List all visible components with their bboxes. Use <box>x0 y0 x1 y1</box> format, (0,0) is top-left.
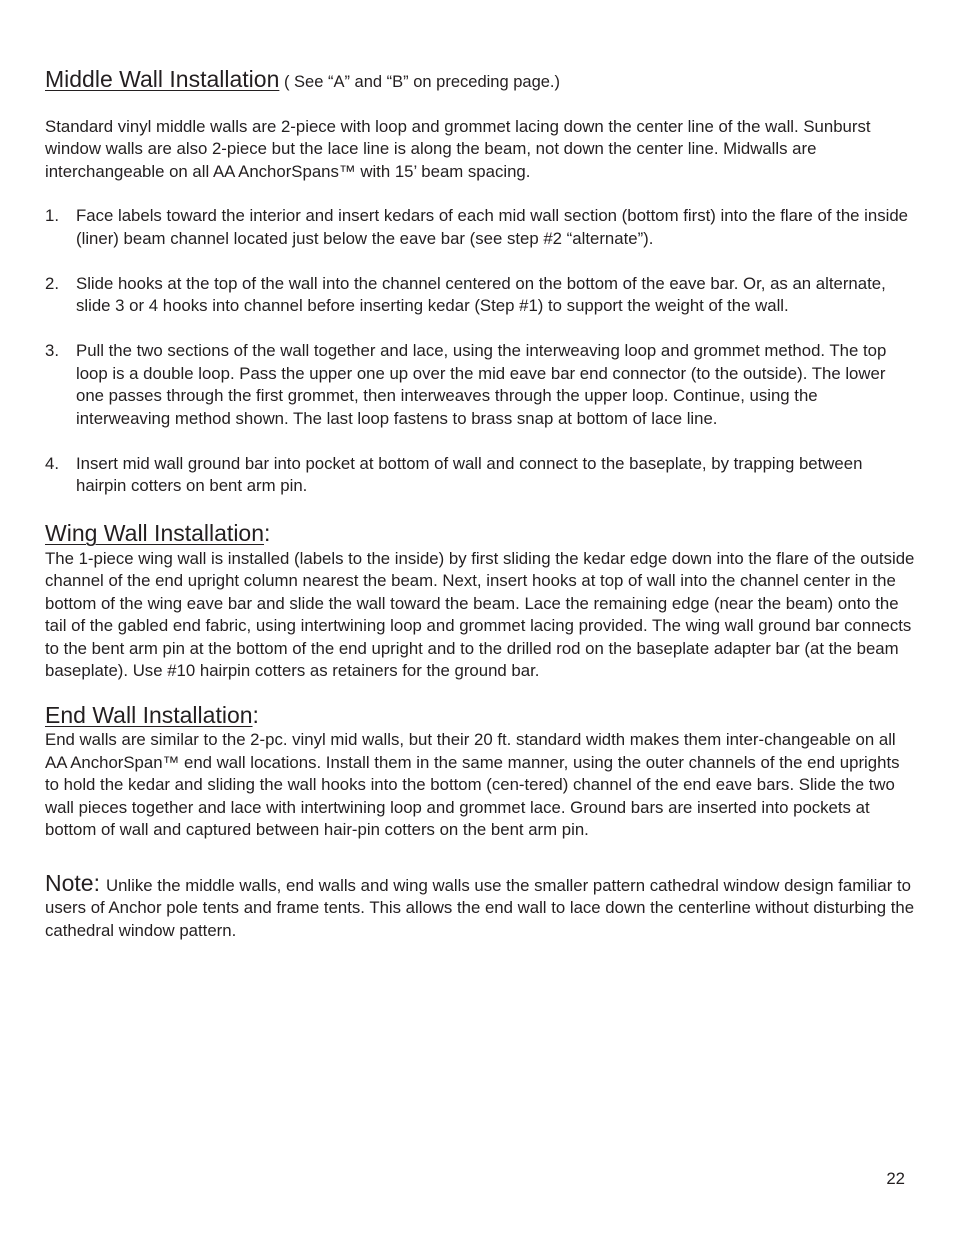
wing-wall-heading-colon: : <box>264 520 271 547</box>
note-section <box>45 869 915 943</box>
step-number: 3. <box>45 341 59 361</box>
page-content <box>45 66 915 942</box>
middle-wall-intro: Standard vinyl middle walls are 2-piece with loop and grommet lacing down the center line of the wall. Sunburst window walls are also 2-piece but the lace line is along the beam, not down the center line. Midwalls are interchangeable on all AA AnchorSpans™ with 15’ beam spacing. <box>45 116 871 181</box>
note-paragraph <box>45 869 915 943</box>
wing-wall-heading: Wing Wall Installation <box>45 520 265 547</box>
note-body: Unlike the middle walls, end walls and wing walls use the smaller pattern cathedral window design familiar to users of Anchor pole tents and frame tents. This allows the end wall to lace down the centerline without disturbing the cathedral window pattern. <box>45 875 915 940</box>
step-number: 1. <box>45 206 59 226</box>
middle-wall-heading-note: ( See “A” and “B” on preceding page.) <box>279 73 561 91</box>
step-item <box>45 340 915 430</box>
wing-wall-body: The 1-piece wing wall is installed (labels to the inside) by first sliding the kedar edge down into the flare of the outside channel of the end upright column nearest the beam. Next, insert hooks at top of wall into the channel center in the bottom of the wing eave bar and slide the wall toward the beam. Lace the remaining edge (near the beam) onto the tail of the gabled end fabric, using intertwining loop and grommet lacing provided. The wing wall ground bar connects to the bent arm pin at the bottom of the end upright and to the drilled rod on the baseplate adapter bar (at the beam baseplate). Use #10 hairpin cotters as retainers for the ground bar. <box>45 548 915 681</box>
step-text: Pull the two sections of the wall together and lace, using the interweaving loop and grommet method. The top loop is a double loop. Pass the upper one up over the mid eave bar end connector (to the outside). The lower one passes through the first grommet, then interweaves through the upper loop. Continue, using the interweaving method shown. The last loop fastens to brass snap at bottom of lace line. <box>76 341 887 428</box>
step-number: 4. <box>45 453 59 473</box>
step-item <box>45 453 915 498</box>
step-text: Slide hooks at the top of the wall into the channel centered on the bottom of the eave bar. Or, as an alternate, slide 3 or 4 hooks into channel before inserting kedar (Step #1) to support the weight of the wall. <box>76 273 886 316</box>
note-label: Note: <box>45 869 100 896</box>
end-wall-heading-line <box>45 702 915 730</box>
wing-wall-heading-line <box>45 520 915 548</box>
middle-wall-steps <box>45 205 915 498</box>
middle-wall-heading-line <box>45 66 915 94</box>
step-text: Insert mid wall ground bar into pocket at bottom of wall and connect to the baseplate, by trapping between hairpin cotters on bent arm pin. <box>76 453 863 496</box>
end-wall-body: End walls are similar to the 2-pc. vinyl mid walls, but their 20 ft. standard width makes them inter-changeable on all AA AnchorSpan™ end wall locations. Install them in the same manner, using the outer channels of the end uprights to hold the kedar and sliding the wall hooks into the bottom (cen-tered) channel of the end eave bars. Slide the two wall pieces together and lace with intertwining loop and grommet lace. Ground bars are inserted into pockets at bottom of wall and captured between hair-pin cotters on the bent arm pin. <box>45 730 900 840</box>
step-text: Face labels toward the interior and insert kedars of each mid wall section (bottom first) into the flare of the inside (liner) beam channel located just below the eave bar (see step #2 “alternate”). <box>76 206 909 248</box>
page-number: 22 <box>886 1169 905 1188</box>
middle-wall-heading: Middle Wall Installation <box>45 66 280 92</box>
step-number: 2. <box>45 273 59 293</box>
step-item <box>45 205 915 250</box>
wing-wall-section <box>45 520 915 683</box>
step-item <box>45 273 915 318</box>
end-wall-heading-colon: : <box>252 701 259 728</box>
end-wall-heading: End Wall Installation <box>45 701 253 728</box>
end-wall-section <box>45 702 915 842</box>
